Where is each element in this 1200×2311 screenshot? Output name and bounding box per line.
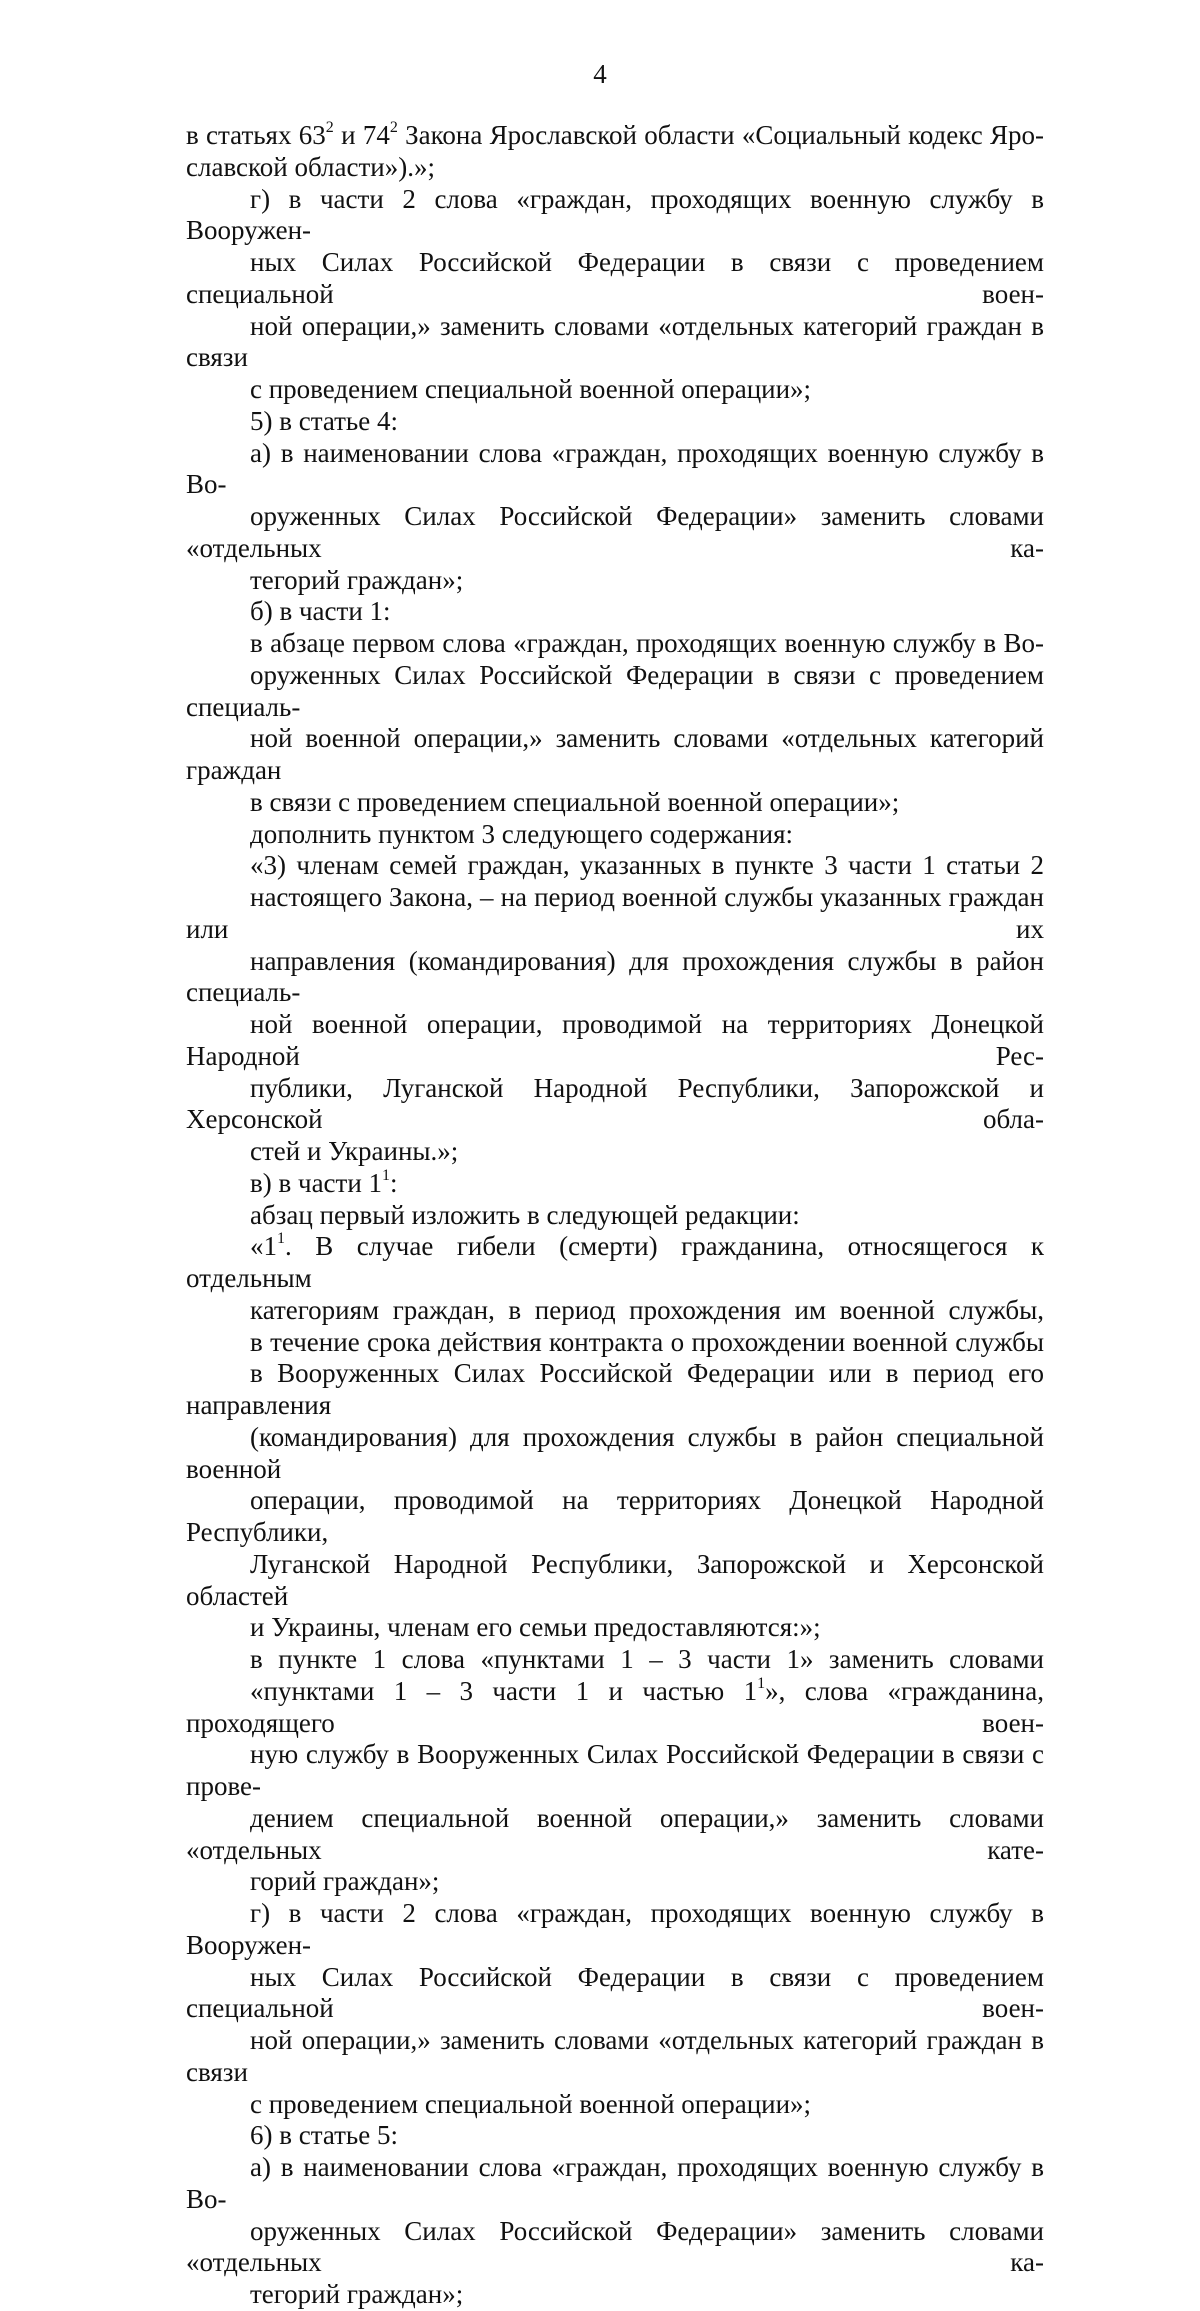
- text-line: операции, проводимой на территориях Донецкой Народной Республики,: [186, 1485, 1044, 1547]
- paragraph: [186, 596, 1044, 628]
- text-line: дением специальной военной операции,» заменить словами «отдельных кате-: [186, 1802, 1044, 1865]
- paragraph: [186, 438, 1044, 597]
- text-line: б) в части 1:: [250, 596, 391, 627]
- paragraph: [186, 1231, 1044, 1644]
- text-line: г) в части 2 слова «граждан, проходящих военную службу в Вооружен-: [186, 1898, 1044, 1960]
- text-line: тегорий граждан»;: [250, 2279, 464, 2309]
- text-line: ной операции,» заменить словами «отдельных категорий граждан в связи: [186, 2025, 1044, 2087]
- text-line: абзац первый изложить в следующей редакции:: [250, 1199, 800, 1230]
- text-line: публики, Луганской Народной Республики, Запорожской и Херсонской обла-: [186, 1072, 1044, 1135]
- paragraph: [186, 184, 1044, 406]
- text-line: ной операции,» заменить словами «отдельных категорий граждан в связи: [186, 310, 1044, 373]
- text-line: а) в наименовании слова «граждан, проходящих военную службу в Во-: [186, 437, 1044, 500]
- text-line: категориям граждан, в период прохождения им военной службы,: [250, 1294, 1044, 1325]
- text-line: г) в части 2 слова «граждан, проходящих военную службу в Вооружен-: [186, 183, 1044, 246]
- text-line: ной военной операции,» заменить словами «отдельных категорий граждан: [186, 723, 1044, 785]
- text-line: ной военной операции, проводимой на территориях Донецкой Народной Рес-: [186, 1009, 1044, 1071]
- text-line: ных Силах Российской Федерации в связи с проведением специальной воен-: [186, 1961, 1044, 2024]
- paragraph: [186, 2120, 1044, 2152]
- document-body: [186, 120, 1044, 2311]
- text-line: оруженных Силах Российской Федерации в связи с проведением специаль-: [186, 659, 1044, 722]
- text-line: в абзаце первом слова «граждан, проходящих военную службу в Во-: [250, 628, 1044, 658]
- text-line: 6) в статье 5:: [250, 2120, 398, 2151]
- text-line: в связи с проведением специальной военной операции»;: [250, 786, 900, 817]
- text-line: Луганской Народной Республики, Запорожской и Херсонской областей: [186, 1548, 1044, 1611]
- paragraph: [186, 850, 1044, 1168]
- text-line: 5) в статье 4:: [250, 405, 398, 436]
- page-number: 4: [593, 59, 607, 89]
- text-line: дополнить пунктом 3 следующего содержания:: [250, 818, 794, 849]
- text-line: в Вооруженных Силах Российской Федерации или в период его направления: [186, 1358, 1044, 1420]
- text-line: в) в части $1^1$:: [250, 1166, 398, 1198]
- text-line: славской области»).»;: [186, 151, 435, 182]
- text-line: с проведением специальной военной операции»;: [250, 2088, 812, 2119]
- text-line: ных Силах Российской Федерации в связи с проведением специальной воен-: [186, 247, 1044, 309]
- text-line: настоящего Закона, – на период военной службы указанных граждан или их: [186, 882, 1044, 944]
- text-line: «пунктами 1 – 3 части 1 и частью $1^1$», слова «гражданина, проходящего воен-: [186, 1674, 1044, 1738]
- text-line: ную службу в Вооруженных Силах Российской Федерации в связи с прове-: [186, 1739, 1044, 1801]
- text-line: «3) членам семей граждан, указанных в пункте 3 части 1 статьи 2: [250, 850, 1044, 881]
- paragraph: [186, 1200, 1044, 1232]
- text-line: с проведением специальной военной операции»;: [250, 374, 812, 404]
- text-line: направления (командирования) для прохождения службы в район специаль-: [186, 945, 1044, 1008]
- paragraph: [186, 1898, 1044, 2120]
- paragraph: [186, 120, 1044, 184]
- text-line: оруженных Силах Российской Федерации» заменить словами «отдельных ка-: [186, 2215, 1044, 2278]
- text-line: в статьях $63^2$ и $74^2$ Закона Ярославской области «Социальный кодекс Яро-: [186, 119, 1045, 150]
- text-line: оруженных Силах Российской Федерации» заменить словами «отдельных ка-: [186, 501, 1044, 563]
- text-line: стей и Украины.»;: [250, 1136, 459, 1166]
- text-line: (командирования) для прохождения службы в район специальной военной: [186, 1421, 1044, 1484]
- paragraph: [186, 1168, 1044, 1200]
- text-line: тегорий граждан»;: [250, 564, 464, 595]
- paragraph: [186, 2152, 1044, 2311]
- text-line: в течение срока действия контракта о прохождении военной службы: [250, 1326, 1044, 1357]
- text-line: в пункте 1 слова «пунктами 1 – 3 части 1» заменить словами: [250, 1644, 1044, 1674]
- paragraph: [186, 406, 1044, 438]
- text-line: а) в наименовании слова «граждан, проходящих военную службу в Во-: [186, 2152, 1044, 2214]
- text-line: и Украины, членам его семьи предоставляются:»;: [250, 1612, 821, 1643]
- text-line: «$1^1$. В случае гибели (смерти) гражданина, относящегося к отдельным: [186, 1230, 1044, 1293]
- paragraph: [186, 628, 1044, 819]
- paragraph: [186, 1644, 1044, 1898]
- paragraph: [186, 819, 1044, 851]
- text-line: горий граждан»;: [250, 1866, 440, 1897]
